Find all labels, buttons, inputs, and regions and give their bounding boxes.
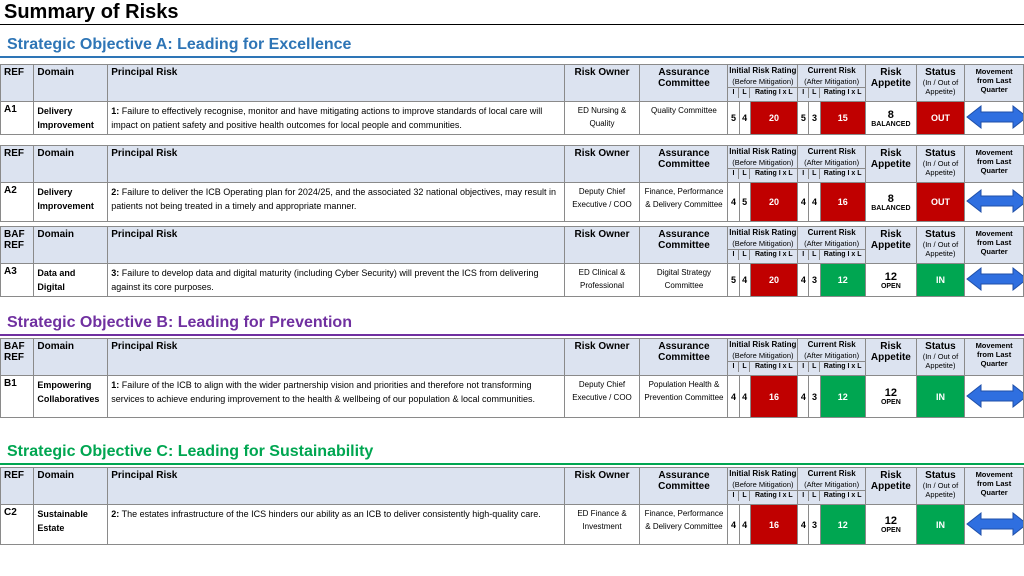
current-rating-label: Rating I x L bbox=[823, 89, 862, 96]
principal-risk-header: Principal Risk bbox=[108, 339, 564, 376]
risk-number: 1: bbox=[111, 380, 120, 390]
current-rating-label: Rating I x L bbox=[823, 492, 862, 499]
current-risk-title: Current Risk bbox=[807, 228, 856, 237]
current-likelihood: 3 bbox=[809, 505, 820, 545]
risk-domain: Sustainable Estate bbox=[34, 505, 108, 545]
risk-appetite bbox=[866, 505, 917, 545]
appetite-level: OPEN bbox=[880, 282, 901, 290]
two-way-arrow-icon bbox=[965, 511, 1023, 537]
risk-ref: A2 bbox=[1, 183, 34, 222]
after-mitigation-label: (After Mitigation) bbox=[804, 77, 860, 86]
objective-a-heading: Strategic Objective A: Leading for Excellence bbox=[7, 36, 352, 53]
current-rating: 12 bbox=[820, 505, 866, 545]
movement-header: Movement from Last Quarter bbox=[965, 65, 1024, 102]
risk-number: 2: bbox=[111, 187, 120, 197]
initial-rating: 20 bbox=[750, 102, 798, 135]
principal-risk-header: Principal Risk bbox=[108, 227, 564, 264]
current-impact: 4 bbox=[798, 505, 809, 545]
initial-rating: 20 bbox=[750, 183, 798, 222]
current-rating: 15 bbox=[820, 102, 866, 135]
current-i-label: I bbox=[798, 88, 809, 98]
movement-indicator bbox=[965, 505, 1024, 545]
initial-likelihood: 4 bbox=[739, 505, 750, 545]
current-l-label: L bbox=[809, 88, 820, 98]
current-rating: 12 bbox=[820, 264, 866, 297]
current-i-label: I bbox=[798, 250, 809, 260]
current-risk-header bbox=[798, 468, 866, 505]
in-out-label: (In / Out of Appetite) bbox=[922, 352, 959, 370]
domain-header: Domain bbox=[34, 227, 108, 264]
initial-l-label: L bbox=[739, 250, 750, 260]
current-impact: 4 bbox=[798, 376, 809, 418]
assurance-committee-header: Assurance Committee bbox=[640, 65, 728, 102]
current-risk-header bbox=[798, 339, 866, 376]
risk-appetite-header: Risk Appetite bbox=[866, 146, 917, 183]
principal-risk-header: Principal Risk bbox=[108, 65, 564, 102]
current-l-label: L bbox=[809, 169, 820, 179]
ref-header: REF bbox=[1, 468, 34, 505]
after-mitigation-label: (After Mitigation) bbox=[804, 158, 860, 167]
status-title: Status bbox=[925, 148, 956, 159]
current-i-label: I bbox=[798, 362, 809, 372]
current-risk-header bbox=[798, 227, 866, 264]
header-row bbox=[1, 146, 1024, 183]
current-rating-label: Rating I x L bbox=[823, 170, 862, 177]
two-way-arrow-icon bbox=[965, 104, 1023, 130]
initial-impact: 5 bbox=[728, 264, 739, 297]
principal-risk-text bbox=[108, 264, 564, 297]
table-row bbox=[1, 183, 1024, 222]
initial-i-label: I bbox=[728, 250, 739, 260]
assurance-committee: Digital Strategy Committee bbox=[640, 264, 728, 297]
initial-l-label: L bbox=[739, 491, 750, 501]
status-header bbox=[916, 146, 965, 183]
after-mitigation-label: (After Mitigation) bbox=[804, 239, 860, 248]
risk-number: 1: bbox=[111, 106, 120, 116]
initial-rating-header bbox=[728, 65, 798, 102]
current-impact: 5 bbox=[798, 102, 809, 135]
current-risk-title: Current Risk bbox=[807, 147, 856, 156]
risk-appetite-header: Risk Appetite bbox=[866, 339, 917, 376]
in-out-label: (In / Out of Appetite) bbox=[922, 481, 959, 499]
risk-appetite bbox=[866, 376, 917, 418]
initial-likelihood: 5 bbox=[739, 183, 750, 222]
initial-rating-header bbox=[728, 339, 798, 376]
appetite-level: OPEN bbox=[880, 399, 901, 406]
movement-header: Movement from Last Quarter bbox=[965, 339, 1024, 376]
initial-rating-title: Initial Risk Rating bbox=[729, 147, 797, 156]
assurance-committee-header: Assurance Committee bbox=[640, 468, 728, 505]
initial-impact: 5 bbox=[728, 102, 739, 135]
ref-header: BAF REF bbox=[1, 339, 34, 376]
risk-domain: Empowering Collaboratives bbox=[34, 376, 108, 418]
risk-owner: ED Nursing & Quality bbox=[564, 102, 640, 135]
assurance-committee: Finance, Performance & Delivery Committee bbox=[640, 183, 728, 222]
assurance-committee-header: Assurance Committee bbox=[640, 339, 728, 376]
current-rating-label: Rating I x L bbox=[823, 363, 862, 370]
principal-risk-header: Principal Risk bbox=[108, 146, 564, 183]
initial-rating-label: Rating I x L bbox=[754, 89, 793, 96]
before-mitigation-label: (Before Mitigation) bbox=[732, 480, 794, 489]
two-way-arrow-icon bbox=[965, 383, 1023, 409]
risk-table-a1 bbox=[0, 64, 1024, 135]
title-divider bbox=[0, 24, 1024, 25]
appetite-score: 8 bbox=[887, 108, 894, 121]
assurance-committee: Population Health & Prevention Committee bbox=[640, 376, 728, 418]
risk-table-a3 bbox=[0, 226, 1024, 297]
table-row bbox=[1, 102, 1024, 135]
risk-description: Failure of the ICB to align with the wider partnership vision and priorities and therefore not transforming services to achieve enduring improvement to the health & wellbeing of our population & local communities. bbox=[111, 380, 535, 404]
status-badge: OUT bbox=[916, 183, 965, 222]
current-likelihood: 4 bbox=[809, 183, 820, 222]
initial-rating-label: Rating I x L bbox=[754, 170, 793, 177]
initial-l-label: L bbox=[739, 169, 750, 179]
current-impact: 4 bbox=[798, 183, 809, 222]
risk-appetite bbox=[866, 264, 917, 297]
movement-header: Movement from Last Quarter bbox=[965, 227, 1024, 264]
principal-risk-text bbox=[108, 102, 564, 135]
appetite-level: BALANCED bbox=[871, 204, 911, 212]
risk-ref: A1 bbox=[1, 102, 34, 135]
initial-rating-label: Rating I x L bbox=[754, 363, 793, 370]
status-badge: IN bbox=[916, 376, 965, 418]
risk-appetite bbox=[866, 183, 917, 222]
appetite-score: 12 bbox=[884, 270, 897, 283]
movement-indicator bbox=[965, 264, 1024, 297]
initial-likelihood: 4 bbox=[739, 264, 750, 297]
current-impact: 4 bbox=[798, 264, 809, 297]
status-badge: IN bbox=[916, 505, 965, 545]
current-rating-label: Rating I x L bbox=[823, 251, 862, 258]
initial-i-label: I bbox=[728, 491, 739, 501]
risk-table-b1 bbox=[0, 338, 1024, 418]
ref-header: REF bbox=[1, 65, 34, 102]
current-risk-header bbox=[798, 65, 866, 102]
principal-risk-text bbox=[108, 376, 564, 418]
domain-header: Domain bbox=[34, 468, 108, 505]
initial-rating-header bbox=[728, 146, 798, 183]
risk-owner-header: Risk Owner bbox=[564, 65, 640, 102]
risk-appetite-header: Risk Appetite bbox=[866, 65, 917, 102]
risk-owner: ED Finance & Investment bbox=[564, 505, 640, 545]
current-l-label: L bbox=[809, 362, 820, 372]
appetite-score: 12 bbox=[884, 387, 897, 399]
risk-owner-header: Risk Owner bbox=[564, 227, 640, 264]
in-out-label: (In / Out of Appetite) bbox=[922, 78, 959, 96]
initial-impact: 4 bbox=[728, 505, 739, 545]
risk-appetite bbox=[866, 102, 917, 135]
movement-header: Movement from Last Quarter bbox=[965, 468, 1024, 505]
before-mitigation-label: (Before Mitigation) bbox=[732, 158, 794, 167]
risk-domain: Delivery Improvement bbox=[34, 102, 108, 135]
current-risk-title: Current Risk bbox=[807, 340, 856, 349]
risk-description: The estates infrastructure of the ICS hinders our ability as an ICB to deliver consistently high-quality care. bbox=[119, 509, 541, 519]
before-mitigation-label: (Before Mitigation) bbox=[732, 239, 794, 248]
status-header bbox=[916, 65, 965, 102]
risk-owner: Deputy Chief Executive / COO bbox=[564, 376, 640, 418]
table-row bbox=[1, 376, 1024, 418]
header-row bbox=[1, 65, 1024, 102]
current-risk-title: Current Risk bbox=[807, 66, 856, 75]
initial-rating-header bbox=[728, 227, 798, 264]
current-likelihood: 3 bbox=[809, 264, 820, 297]
status-header bbox=[916, 468, 965, 505]
current-likelihood: 3 bbox=[809, 102, 820, 135]
assurance-committee-header: Assurance Committee bbox=[640, 227, 728, 264]
initial-likelihood: 4 bbox=[739, 376, 750, 418]
ref-header: BAF REF bbox=[1, 227, 34, 264]
risk-domain: Data and Digital bbox=[34, 264, 108, 297]
assurance-committee: Finance, Performance & Delivery Committee bbox=[640, 505, 728, 545]
initial-impact: 4 bbox=[728, 376, 739, 418]
two-way-arrow-icon bbox=[965, 266, 1023, 292]
appetite-level: BALANCED bbox=[871, 120, 911, 128]
initial-rating: 16 bbox=[750, 376, 798, 418]
current-l-label: L bbox=[809, 491, 820, 501]
movement-indicator bbox=[965, 102, 1024, 135]
risk-ref: B1 bbox=[1, 376, 34, 418]
risk-description: Failure to effectively recognise, monitor and have mitigating actions to improve standards of local care will impact on patient safety and positive health outcomes for local people and communities. bbox=[111, 106, 543, 130]
initial-rating-label: Rating I x L bbox=[754, 251, 793, 258]
risk-owner: Deputy Chief Executive / COO bbox=[564, 183, 640, 222]
risk-appetite-header: Risk Appetite bbox=[866, 227, 917, 264]
status-badge: IN bbox=[916, 264, 965, 297]
status-title: Status bbox=[925, 229, 956, 240]
principal-risk-header: Principal Risk bbox=[108, 468, 564, 505]
initial-i-label: I bbox=[728, 169, 739, 179]
appetite-score: 12 bbox=[884, 515, 897, 527]
current-rating: 16 bbox=[820, 183, 866, 222]
initial-i-label: I bbox=[728, 362, 739, 372]
initial-rating-header bbox=[728, 468, 798, 505]
risk-table-c2 bbox=[0, 467, 1024, 545]
table-row bbox=[1, 264, 1024, 297]
current-i-label: I bbox=[798, 169, 809, 179]
header-row bbox=[1, 227, 1024, 264]
objective-b-heading: Strategic Objective B: Leading for Prevention bbox=[7, 314, 352, 331]
appetite-level: OPEN bbox=[880, 527, 901, 534]
current-i-label: I bbox=[798, 491, 809, 501]
initial-rating: 16 bbox=[750, 505, 798, 545]
initial-rating-title: Initial Risk Rating bbox=[729, 340, 797, 349]
initial-rating-title: Initial Risk Rating bbox=[729, 469, 797, 478]
objective-a-rule bbox=[0, 56, 1024, 58]
current-likelihood: 3 bbox=[809, 376, 820, 418]
current-risk-title: Current Risk bbox=[807, 469, 856, 478]
assurance-committee: Quality Committee bbox=[640, 102, 728, 135]
after-mitigation-label: (After Mitigation) bbox=[804, 480, 860, 489]
initial-likelihood: 4 bbox=[739, 102, 750, 135]
risk-ref: C2 bbox=[1, 505, 34, 545]
risk-appetite-header: Risk Appetite bbox=[866, 468, 917, 505]
risk-owner-header: Risk Owner bbox=[564, 146, 640, 183]
risk-ref: A3 bbox=[1, 264, 34, 297]
risk-domain: Delivery Improvement bbox=[34, 183, 108, 222]
assurance-committee-header: Assurance Committee bbox=[640, 146, 728, 183]
appetite-score: 8 bbox=[887, 192, 894, 205]
table-row bbox=[1, 505, 1024, 545]
risk-number: 3: bbox=[111, 268, 120, 278]
in-out-label: (In / Out of Appetite) bbox=[922, 159, 959, 177]
in-out-label: (In / Out of Appetite) bbox=[922, 240, 959, 258]
movement-indicator bbox=[965, 183, 1024, 222]
initial-rating-label: Rating I x L bbox=[754, 492, 793, 499]
header-row bbox=[1, 468, 1024, 505]
two-way-arrow-icon bbox=[965, 188, 1023, 214]
initial-impact: 4 bbox=[728, 183, 739, 222]
domain-header: Domain bbox=[34, 146, 108, 183]
status-title: Status bbox=[925, 341, 956, 352]
movement-header: Movement from Last Quarter bbox=[965, 146, 1024, 183]
initial-l-label: L bbox=[739, 88, 750, 98]
initial-rating: 20 bbox=[750, 264, 798, 297]
ref-header: REF bbox=[1, 146, 34, 183]
risk-number: 2: bbox=[111, 509, 120, 519]
status-title: Status bbox=[925, 67, 956, 78]
objective-b-rule bbox=[0, 334, 1024, 336]
risk-owner-header: Risk Owner bbox=[564, 468, 640, 505]
before-mitigation-label: (Before Mitigation) bbox=[732, 351, 794, 360]
initial-rating-title: Initial Risk Rating bbox=[729, 228, 797, 237]
initial-l-label: L bbox=[739, 362, 750, 372]
current-rating: 12 bbox=[820, 376, 866, 418]
status-title: Status bbox=[925, 470, 956, 481]
risk-table-a2 bbox=[0, 145, 1024, 222]
objective-c-heading: Strategic Objective C: Leading for Sustainability bbox=[7, 443, 374, 460]
current-risk-header bbox=[798, 146, 866, 183]
before-mitigation-label: (Before Mitigation) bbox=[732, 77, 794, 86]
risk-owner: ED Clinical & Professional bbox=[564, 264, 640, 297]
initial-rating-title: Initial Risk Rating bbox=[729, 66, 797, 75]
current-l-label: L bbox=[809, 250, 820, 260]
header-row bbox=[1, 339, 1024, 376]
risk-owner-header: Risk Owner bbox=[564, 339, 640, 376]
after-mitigation-label: (After Mitigation) bbox=[804, 351, 860, 360]
status-header bbox=[916, 339, 965, 376]
risk-description: Failure to develop data and digital maturity (including Cyber Security) will prevent the ICS from delivering against its core purposes. bbox=[111, 268, 539, 292]
status-badge: OUT bbox=[916, 102, 965, 135]
domain-header: Domain bbox=[34, 65, 108, 102]
movement-indicator bbox=[965, 376, 1024, 418]
principal-risk-text bbox=[108, 505, 564, 545]
risk-description: Failure to deliver the ICB Operating plan for 2024/25, and the associated 32 national objectives, may result in patients not being treated in a timely and appropriate manner. bbox=[111, 187, 557, 211]
principal-risk-text bbox=[108, 183, 564, 222]
page-title: Summary of Risks bbox=[4, 1, 179, 23]
domain-header: Domain bbox=[34, 339, 108, 376]
initial-i-label: I bbox=[728, 88, 739, 98]
objective-c-rule bbox=[0, 463, 1024, 465]
status-header bbox=[916, 227, 965, 264]
